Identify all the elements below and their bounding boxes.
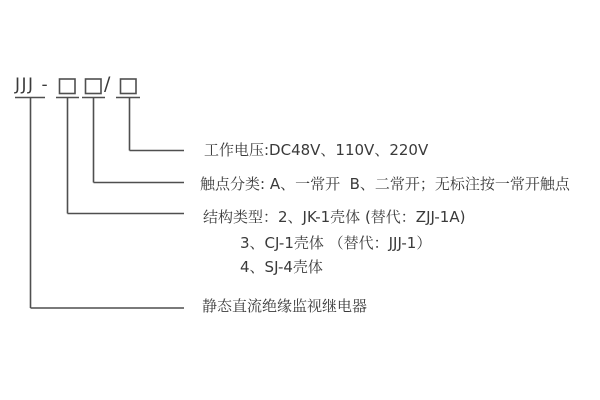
label-structure-type-1: 结构类型：2、JK-1壳体 (替代：ZJJ-1A) <box>203 208 466 226</box>
model-separator-slash: / <box>104 73 111 95</box>
placeholder-box-3 <box>121 79 137 94</box>
label-contact-classification: 触点分类: A、一常开 B、二常开；无标注按一常开触点 <box>200 175 570 193</box>
label-product-name: 静态直流绝缘监视继电器 <box>202 297 368 315</box>
label-working-voltage: 工作电压:DC48V、110V、220V <box>204 141 429 159</box>
placeholder-box-2 <box>86 79 102 94</box>
label-structure-type-2: 3、CJ-1壳体 （替代：JJJ-1） <box>240 234 432 252</box>
model-prefix: JJJ - <box>15 75 50 95</box>
label-structure-type-3: 4、SJ-4壳体 <box>240 258 323 276</box>
placeholder-box-1 <box>60 79 76 94</box>
